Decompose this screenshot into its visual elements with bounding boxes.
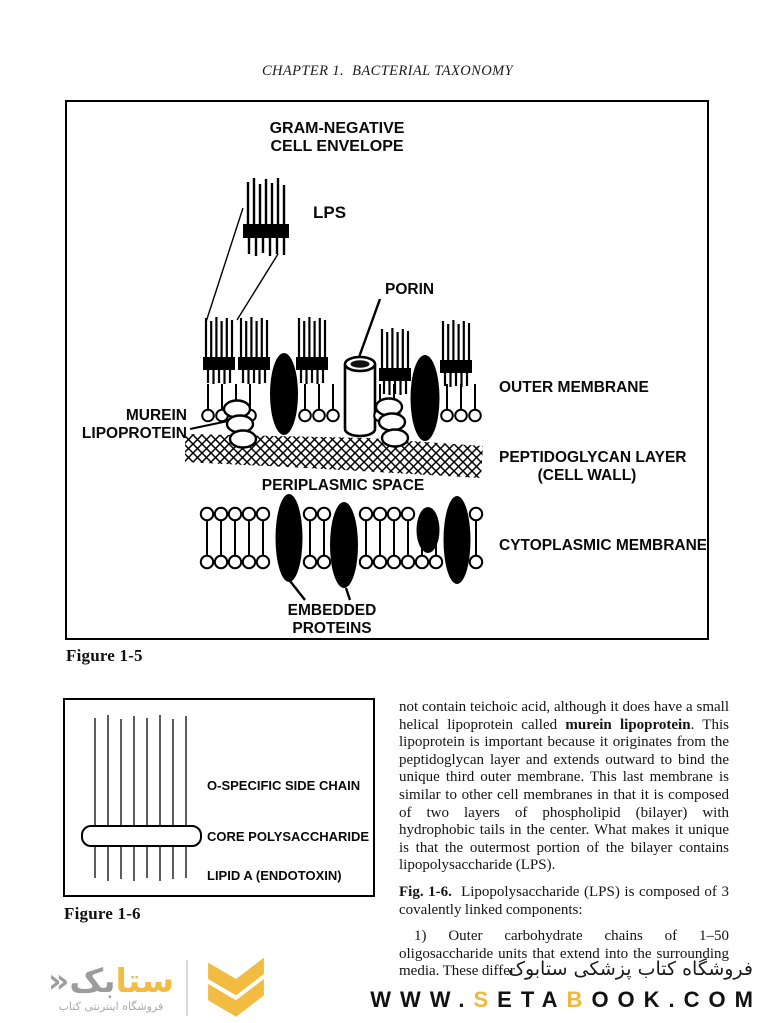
site-url: WWW.SETABOOK.COM — [370, 987, 762, 1012]
embedded-pointer-line — [290, 581, 305, 600]
paragraph-text: Lipopolysaccharide (LPS) is composed of 3 covalently linked components: — [399, 883, 729, 918]
diagram-title-line1: GRAM-NEGATIVE — [269, 120, 405, 137]
embedded-protein-blob — [330, 502, 358, 588]
brand-wordmark — [48, 960, 174, 1000]
lps-structure-diagram — [65, 700, 372, 894]
lps-inset-molecule — [243, 178, 289, 256]
core-polysaccharide-bar — [82, 826, 201, 846]
murein-lipoprotein-bold: murein lipoprotein — [565, 716, 691, 733]
chevron-shield-icon — [200, 956, 272, 1020]
embedded-protein-blob — [276, 494, 303, 582]
porin-label: PORIN — [385, 281, 435, 298]
brand-wordmark-yellow: ستا — [115, 960, 174, 1000]
body-text-column — [399, 699, 729, 981]
cytoplasmic-membrane-label: CYTOPLASMIC MEMBRANE — [499, 537, 706, 554]
outer-membrane-protein-blob — [411, 355, 440, 441]
periplasmic-space-label: PERIPLASMIC SPACE — [261, 477, 425, 494]
murein-label-line1: MUREIN — [125, 407, 187, 424]
brand-wordmark-block — [48, 960, 174, 1013]
body-paragraph-2 — [399, 884, 729, 919]
figure-1-5-box — [65, 100, 709, 640]
chapter-heading: CHAPTER 1. BACTERIAL TAXONOMY — [261, 63, 514, 79]
murein-label-line2: LIPOPROTEIN — [81, 425, 187, 442]
embedded-pointer-line — [346, 588, 350, 600]
logo-divider — [186, 960, 188, 1016]
lipid-a-label: LIPID A (ENDOTOXIN) — [207, 868, 342, 883]
body-paragraph-1 — [399, 699, 729, 875]
paragraph-text: not contain teichoic acid, although it does have a small helical lipoprotein called — [399, 699, 729, 733]
figure-1-6-box — [63, 698, 375, 897]
brand-tagline: فروشگاه اینترنتی کتاب — [58, 999, 164, 1013]
o-specific-label: O-SPECIFIC SIDE CHAIN — [207, 778, 361, 793]
porin-cylinder — [345, 357, 375, 436]
lps-label: LPS — [313, 203, 347, 222]
embedded-label-line2: PROTEINS — [292, 620, 372, 637]
fig-reference-bold: Fig. 1-6. — [399, 883, 452, 900]
gram-negative-envelope-diagram — [67, 102, 706, 637]
setabook-logo-block — [48, 956, 272, 1020]
peptidoglycan-label-line1: PEPTIDOGLYCAN LAYER — [499, 449, 687, 466]
brand-wordmark-gray: بک« — [48, 960, 116, 1000]
o-specific-side-chains — [95, 715, 186, 881]
embedded-protein-blob — [417, 507, 440, 553]
figure-1-5-caption: Figure 1-5 — [66, 646, 143, 665]
peptidoglycan-label-line2: (CELL WALL) — [537, 467, 637, 484]
porin-pointer-line — [358, 299, 380, 360]
store-title: فروشگاه کتاب پزشکی ستابوک — [507, 958, 753, 980]
embedded-label-line1: EMBEDDED — [287, 602, 377, 619]
diagram-title-line2: CELL ENVELOPE — [270, 138, 404, 155]
paragraph-text: . This lipoprotein is important because it originates from the peptidoglycan layer and extends outward to bind the unique third outer membrane. This last membrane is similar to other cell membranes in that it is composed of two layers of phospholipid (bilayer) with hydrophobic tails in the center. What makes it unique is that the outermost portion of the bilayer contains lipopolysaccharide (LPS). — [399, 716, 729, 874]
outer-membrane-label: OUTER MEMBRANE — [499, 379, 649, 396]
figure-1-6-caption: Figure 1-6 — [64, 904, 141, 923]
embedded-protein-blob — [444, 496, 471, 584]
outer-membrane-protein-blob — [270, 353, 298, 435]
body-paragraph-3: 1) Outer carbohydrate chains of 1–50 oligosaccharide units that extend into the surrounding media. These differ — [399, 928, 729, 980]
core-polysaccharide-label: CORE POLYSACCHARIDE — [207, 829, 370, 844]
footer-store-block — [370, 958, 762, 1013]
